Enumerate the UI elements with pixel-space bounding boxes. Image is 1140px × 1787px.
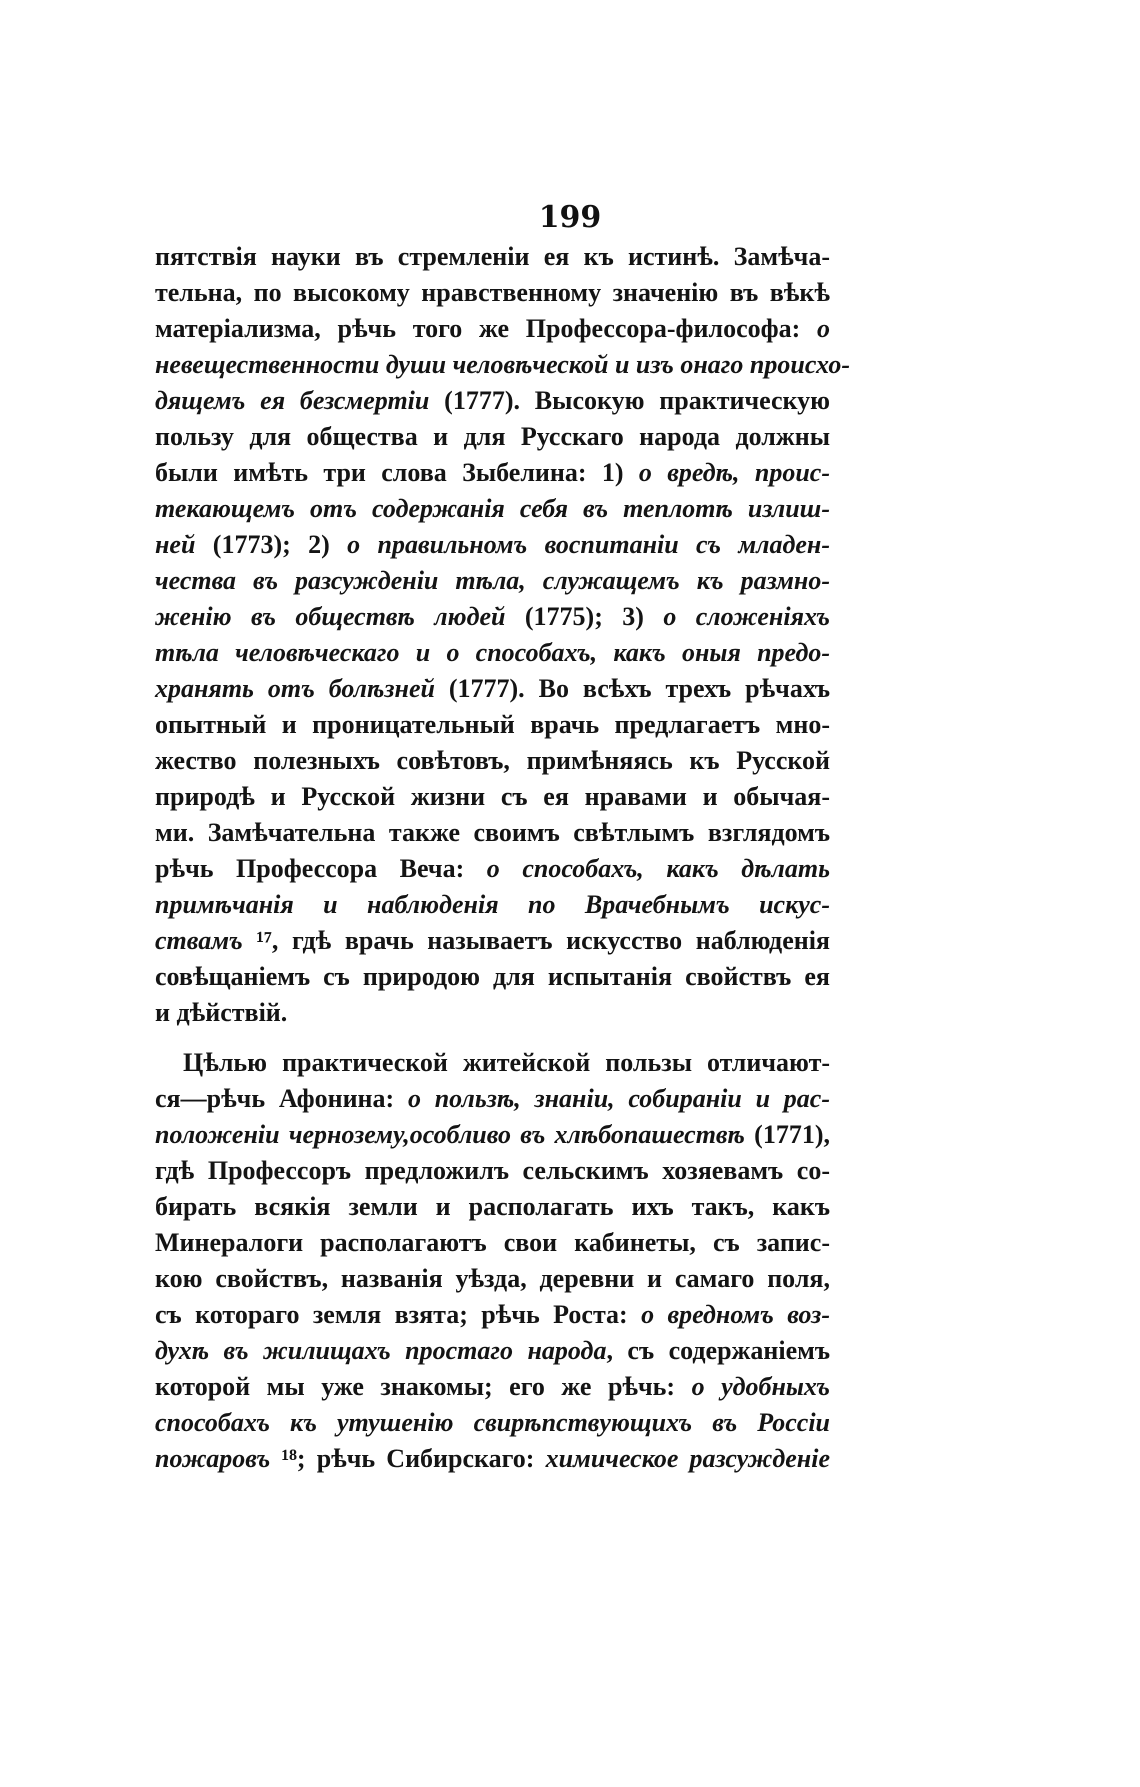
text-fragment: ся—рѣчь Афонина: xyxy=(155,1084,408,1113)
text-line xyxy=(155,1189,830,1225)
text-line xyxy=(155,1225,830,1261)
italic-title-fragment: чества въ разсужденіи тѣла, служащемъ къ размно- xyxy=(155,566,830,595)
text-fragment: ¹⁷, гдѣ врачь называетъ искусство наблюденія xyxy=(242,926,830,955)
italic-title-fragment: о вредѣ, проис- xyxy=(638,458,830,487)
body-text xyxy=(155,239,851,1477)
italic-title-fragment: пожаровъ xyxy=(155,1444,271,1473)
italic-title-fragment: о пользѣ, знаніи, собираніи и рас- xyxy=(407,1084,830,1113)
text-fragment: природѣ и Русской жизни съ ея нравами и обычая- xyxy=(155,782,830,811)
italic-title-fragment: тѣла человѣческаго и о способахъ, какъ оныя предо- xyxy=(155,638,830,667)
page-number: 199 xyxy=(538,200,602,235)
text-fragment: и дѣйствій. xyxy=(155,998,288,1027)
italic-title-fragment: хранять отъ болѣзней xyxy=(155,674,435,703)
text-fragment: (1777). Во всѣхъ трехъ рѣчахъ xyxy=(434,674,830,703)
text-line xyxy=(155,671,830,707)
text-line xyxy=(155,707,830,743)
text-line xyxy=(155,347,851,383)
text-fragment: (1773); 2) xyxy=(195,530,348,559)
text-line xyxy=(155,419,830,455)
italic-title-fragment: примѣчанія и наблюденія по Врачебнымъ искус- xyxy=(155,890,830,919)
text-fragment: (1775); 3) xyxy=(505,602,664,631)
text-line xyxy=(155,1297,830,1333)
text-line xyxy=(155,563,830,599)
text-line xyxy=(155,1261,830,1297)
paragraph xyxy=(155,239,851,1031)
italic-title-fragment: о xyxy=(817,314,830,343)
text-fragment: жество полезныхъ совѣтовъ, примѣняясь къ Русской xyxy=(155,746,830,775)
text-line xyxy=(155,311,830,347)
text-line xyxy=(155,491,830,527)
text-line xyxy=(155,779,830,815)
paragraph xyxy=(155,1045,830,1477)
text-line xyxy=(155,815,830,851)
italic-title-fragment: способахъ къ утушенію свирѣпствующихъ въ Россіи xyxy=(155,1408,830,1437)
text-line xyxy=(155,923,830,959)
text-line xyxy=(155,887,830,923)
text-fragment: гдѣ Профессоръ предложилъ сельскимъ хозяевамъ со- xyxy=(155,1156,830,1185)
text-line xyxy=(155,1369,830,1405)
text-line xyxy=(155,959,830,995)
text-fragment: ми. Замѣчательна также своимъ свѣтлымъ взглядомъ xyxy=(155,818,830,847)
text-fragment: пятствія науки въ стремленіи ея къ истинѣ. Замѣча- xyxy=(155,242,830,271)
text-fragment: кою свойствъ, названія уѣзда, деревни и самаго поля, xyxy=(155,1264,830,1293)
text-fragment: рѣчь Профессора Веча: xyxy=(155,854,487,883)
text-line xyxy=(155,1333,830,1369)
text-line xyxy=(155,599,830,635)
italic-title-fragment: о правильномъ воспитаніи съ младен- xyxy=(347,530,830,559)
italic-title-fragment: о способахъ, какъ дѣлать xyxy=(486,854,830,883)
italic-title-fragment: о удобныхъ xyxy=(691,1372,830,1401)
text-line xyxy=(155,1441,830,1477)
text-line xyxy=(155,239,830,275)
text-fragment: были имѣть три слова Зыбелина: 1) xyxy=(155,458,639,487)
text-line xyxy=(155,1405,830,1441)
text-line xyxy=(155,851,830,887)
text-fragment: опытный и проницательный врачь предлагаетъ мно- xyxy=(155,710,830,739)
text-fragment: которой мы уже знакомы; его же рѣчь: xyxy=(155,1372,692,1401)
italic-title-fragment: невещественности души человѣческой и изъ онаго происхо- xyxy=(155,350,851,379)
text-line xyxy=(155,995,830,1031)
text-line xyxy=(155,635,830,671)
text-fragment: Минералоги располагаютъ свои кабинеты, съ запис- xyxy=(155,1228,830,1257)
italic-title-fragment: духѣ въ жилищахъ простаго народа xyxy=(155,1336,607,1365)
text-line xyxy=(155,1045,830,1081)
text-fragment: ¹⁸; рѣчь Сибирскаго: xyxy=(270,1444,546,1473)
text-fragment: матеріализма, рѣчь того же Профессора-философа: xyxy=(155,314,817,343)
italic-title-fragment: о сложеніяхъ xyxy=(663,602,831,631)
text-fragment: (1777). Высокую практическую xyxy=(429,386,830,415)
italic-title-fragment: положеніи чернозему,особливо въ хлѣбопашествѣ xyxy=(155,1120,745,1149)
italic-title-fragment: ней xyxy=(155,530,196,559)
italic-title-fragment: о вредномъ воз- xyxy=(641,1300,830,1329)
text-line xyxy=(155,527,830,563)
text-fragment: тельна, по высокому нравственному значенію въ вѣкѣ xyxy=(155,278,830,307)
italic-title-fragment: дящемъ ея безсмертіи xyxy=(155,386,430,415)
text-line xyxy=(155,743,830,779)
text-fragment: съ котораго земля взята; рѣчь Роста: xyxy=(155,1300,642,1329)
italic-title-fragment: текающемъ отъ содержанія себя въ теплотѣ излиш- xyxy=(155,494,830,523)
text-fragment: бирать всякія земли и располагать ихъ такъ, какъ xyxy=(155,1192,830,1221)
text-line xyxy=(155,383,830,419)
text-line xyxy=(155,1117,830,1153)
text-fragment: пользу для общества и для Русскаго народа должны xyxy=(155,422,830,451)
text-line xyxy=(155,455,830,491)
text-fragment: Цѣлью практической житейской пользы отличают- xyxy=(183,1048,830,1077)
italic-title-fragment: химическое разсужденіе xyxy=(545,1444,830,1473)
text-line xyxy=(155,1153,830,1189)
text-fragment: совѣщаніемъ съ природою для испытанія свойствъ ея xyxy=(155,962,830,991)
text-fragment: (1771), xyxy=(744,1120,830,1149)
italic-title-fragment: женію въ обществѣ людей xyxy=(155,602,506,631)
italic-title-fragment: ствамъ xyxy=(155,926,243,955)
text-line xyxy=(155,1081,830,1117)
text-line xyxy=(155,275,830,311)
text-fragment: , съ содержаніемъ xyxy=(606,1336,831,1365)
